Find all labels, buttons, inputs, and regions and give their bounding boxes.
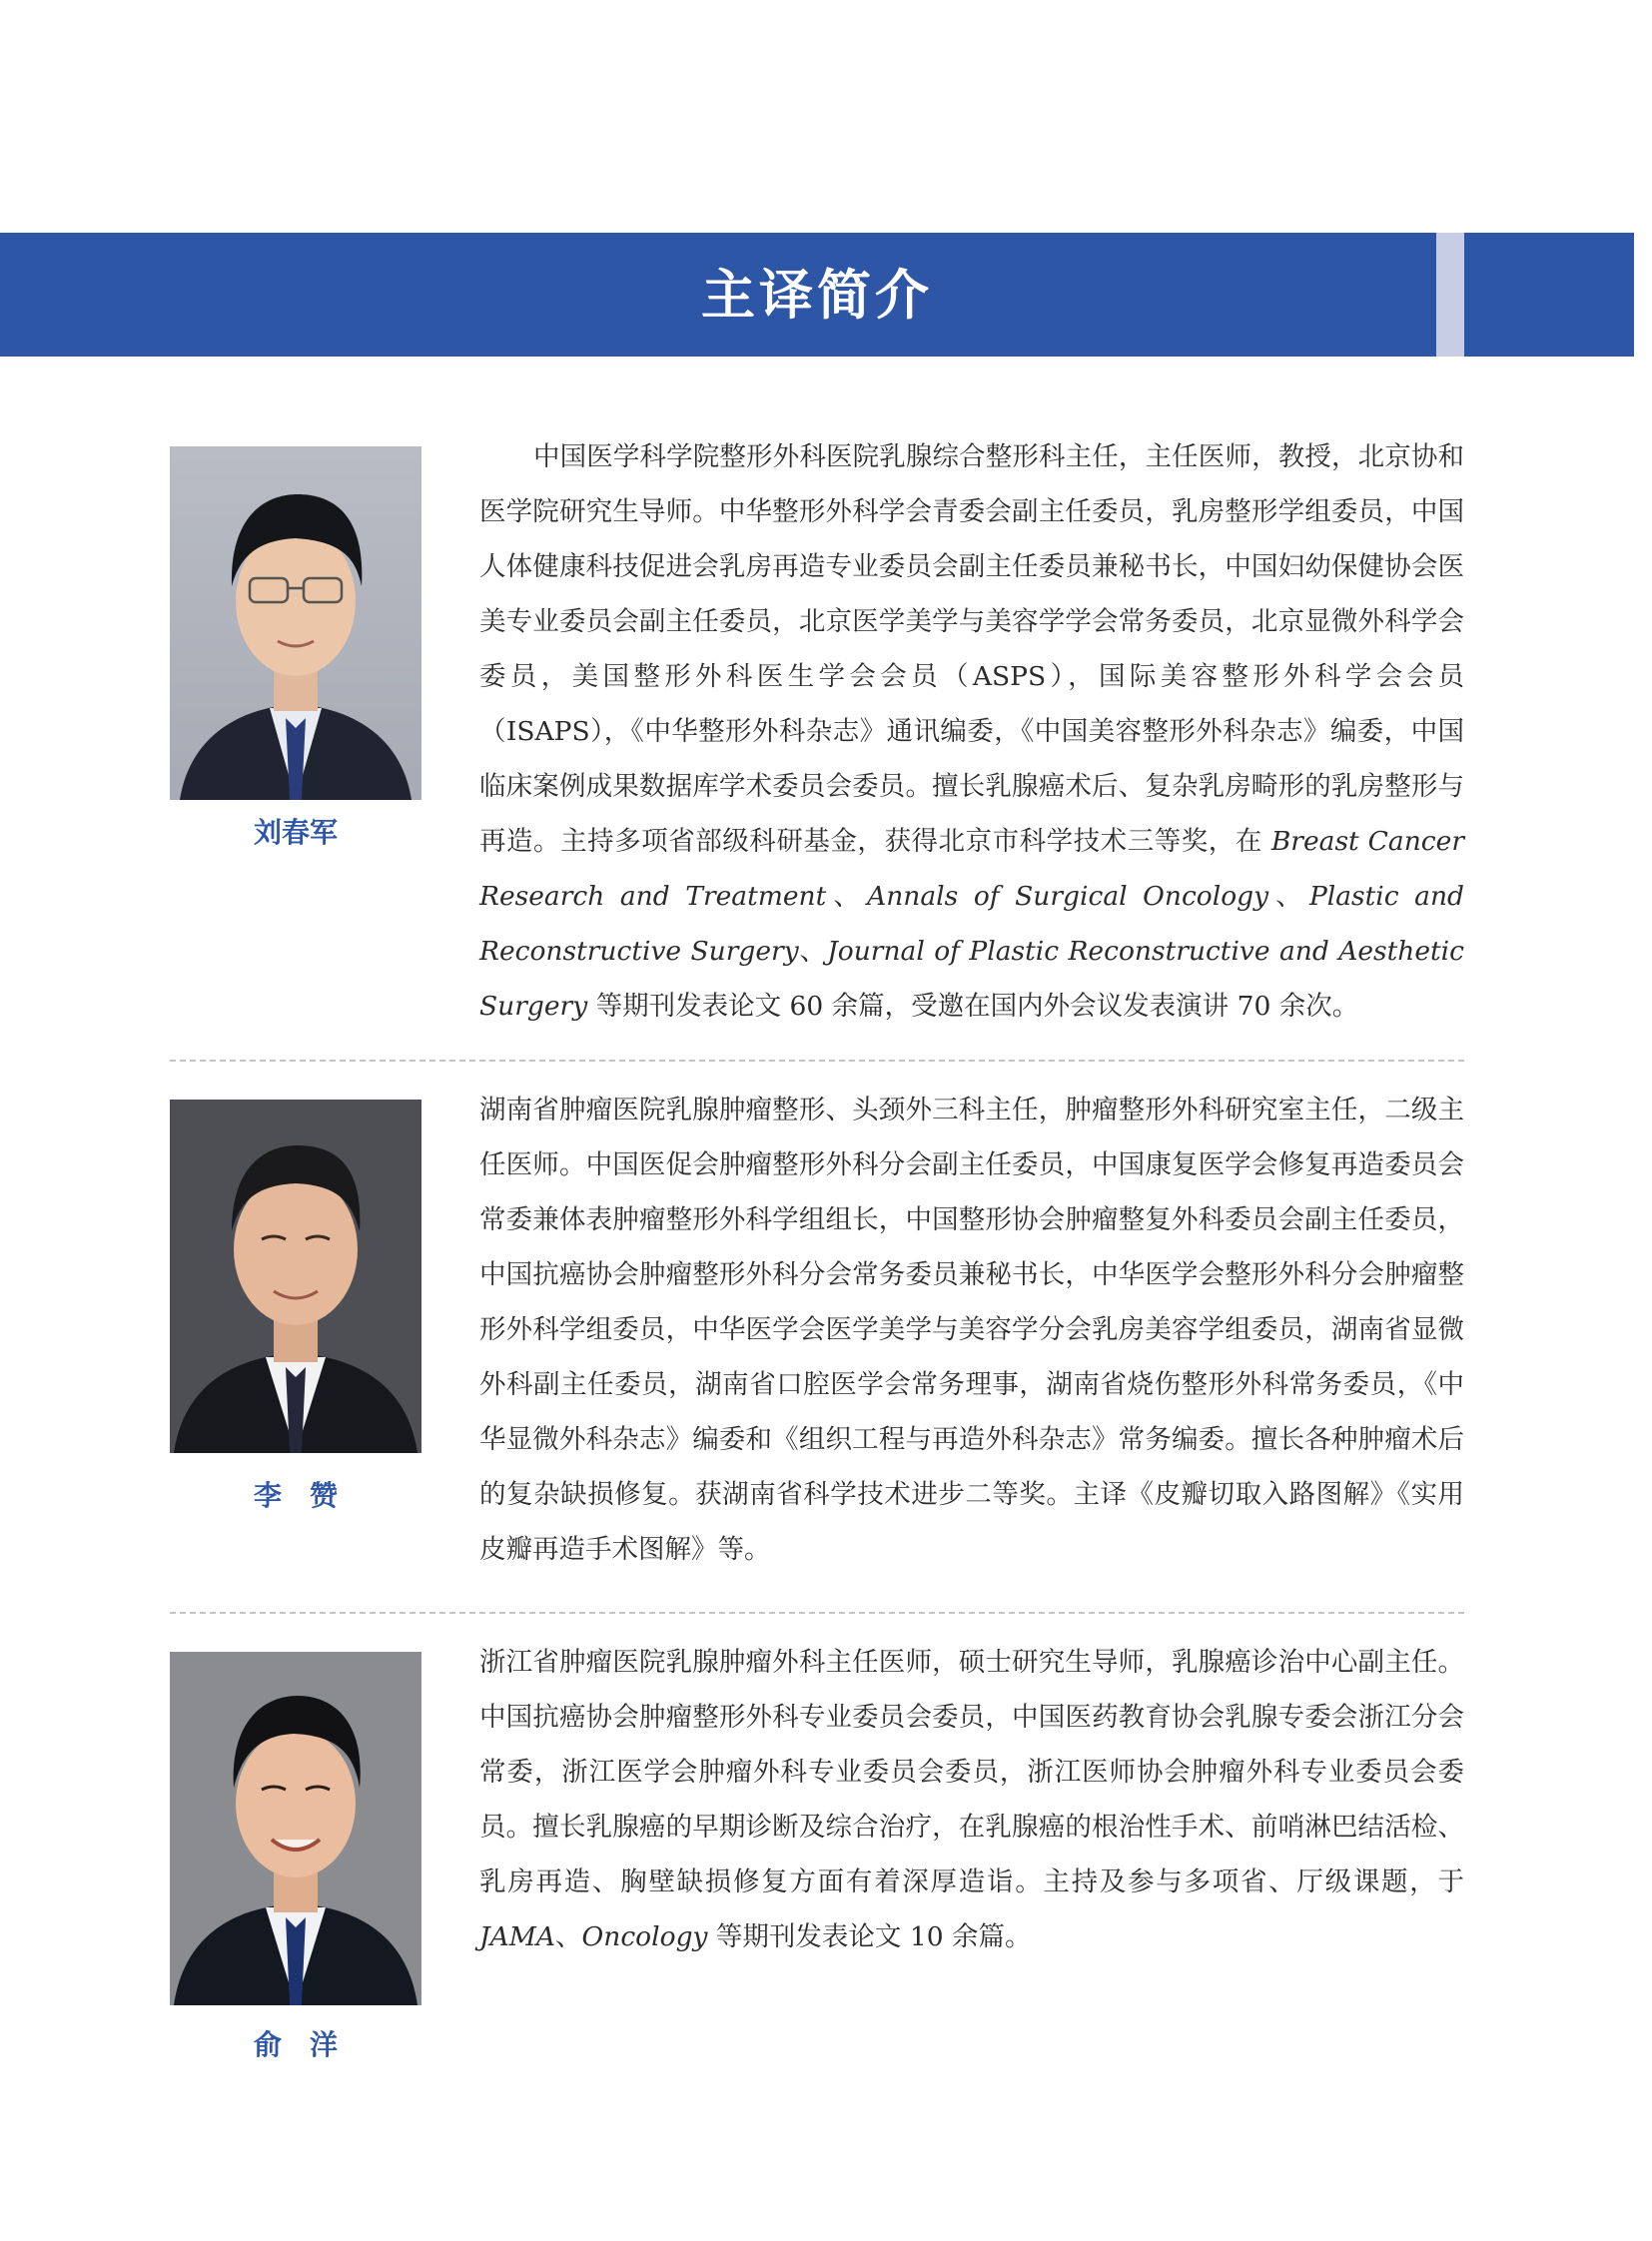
section-divider — [170, 1060, 1464, 1062]
bio-text: 中国医学科学院整形外科医院乳腺综合整形科主任，主任医师，教授，北京协和医学院研究生导师。中华整形外科学会青委会副主任委员，乳房整形学组委员，中国人体健康科技促进会乳房再造专业委员会副主任委员兼秘书长，中国妇幼保健协会医美专业委员会副主任委员，北京医学美学与美容学学会常务委员，北京显微外科学会委员，美国整形外科医生学会会员（ASPS），国际美容整形外科学会会员（ISAPS），《中华整形外科杂志》通讯编委，《中国美容整形外科杂志》编委，中国临床案例成果数据库学术委员会委员。擅长乳腺癌术后、复杂乳房畸形的乳房整形与再造。主持多项省部级科研基金，获得北京市科学技术三等奖，在 — [479, 441, 1464, 857]
journal-title: Plastic and Reconstructive Surgery — [479, 881, 1465, 967]
portrait-photo-1 — [170, 446, 421, 800]
portrait-photo-3 — [170, 1652, 421, 2005]
bio-text: 、 — [1268, 881, 1309, 912]
translator-photo-1 — [170, 446, 421, 800]
page-title: 主译简介 — [701, 263, 933, 327]
journal-title: Annals of Surgical Oncology — [867, 881, 1269, 912]
translator-name-3: 俞 洋 — [253, 2028, 338, 2061]
header-banner — [0, 233, 1634, 357]
section-divider — [170, 1612, 1464, 1614]
journal-title: Journal of Plastic Reconstructive and Aesthetic Surgery — [479, 936, 1464, 1022]
translator-name-2: 李 赞 — [253, 1479, 338, 1512]
bio-text: 、 — [798, 936, 828, 967]
translator-bio-3 — [479, 1635, 1464, 1964]
translator-photo-3 — [170, 1652, 421, 2005]
bio-text: 湖南省肿瘤医院乳腺肿瘤整形、头颈外三科主任，肿瘤整形外科研究室主任，二级主任医师。中国医促会肿瘤整形外科分会副主任委员，中国康复医学会修复再造委员会常委兼体表肿瘤整形外科学组组长，中国整形协会肿瘤整复外科委员会副主任委员，中国抗癌协会肿瘤整形外科分会常务委员兼秘书长，中华医学会整形外科分会肿瘤整形外科学组委员，中华医学会医学美学与美容学分会乳房美容学组委员，湖南省显微外科副主任委员，湖南省口腔医学会常务理事，湖南省烧伤整形外科常务委员，《中华显微外科杂志》编委和《组织工程与再造外科杂志》常务编委。擅长各种肿瘤术后的复杂缺损修复。获湖南省科学技术进步二等奖。主译《皮瓣切取入路图解》《实用皮瓣再造手术图解》等。 — [479, 1095, 1464, 1565]
translator-bio-1 — [479, 429, 1464, 1034]
bio-text: 等期刊发表论文 10 余篇。 — [707, 1921, 1032, 1952]
bio-text: 等期刊发表论文 60 余篇，受邀在国内外会议发表演讲 70 余次。 — [587, 991, 1359, 1022]
translator-name-1: 刘春军 — [253, 816, 338, 849]
journal-title: Oncology — [581, 1921, 708, 1952]
portrait-photo-2 — [170, 1100, 421, 1453]
translator-photo-2 — [170, 1100, 421, 1453]
journal-title: JAMA — [479, 1921, 556, 1952]
bio-text: 、 — [826, 881, 868, 912]
bio-text: 、 — [555, 1921, 582, 1952]
journal-title: Breast Cancer Research and Treatment — [479, 826, 1464, 912]
translator-bio-2 — [479, 1083, 1464, 1577]
bio-text: 浙江省肿瘤医院乳腺肿瘤外科主任医师，硕士研究生导师，乳腺癌诊治中心副主任。中国抗癌协会肿瘤整形外科专业委员会委员，中国医药教育协会乳腺专委会浙江分会常委，浙江医学会肿瘤外科专业委员会委员，浙江医师协会肿瘤外科专业委员会委员。擅长乳腺癌的早期诊断及综合治疗，在乳腺癌的根治性手术、前哨淋巴结活检、乳房再造、胸壁缺损修复方面有着深厚造诣。主持及参与多项省、厅级课题，于 — [479, 1647, 1464, 1897]
